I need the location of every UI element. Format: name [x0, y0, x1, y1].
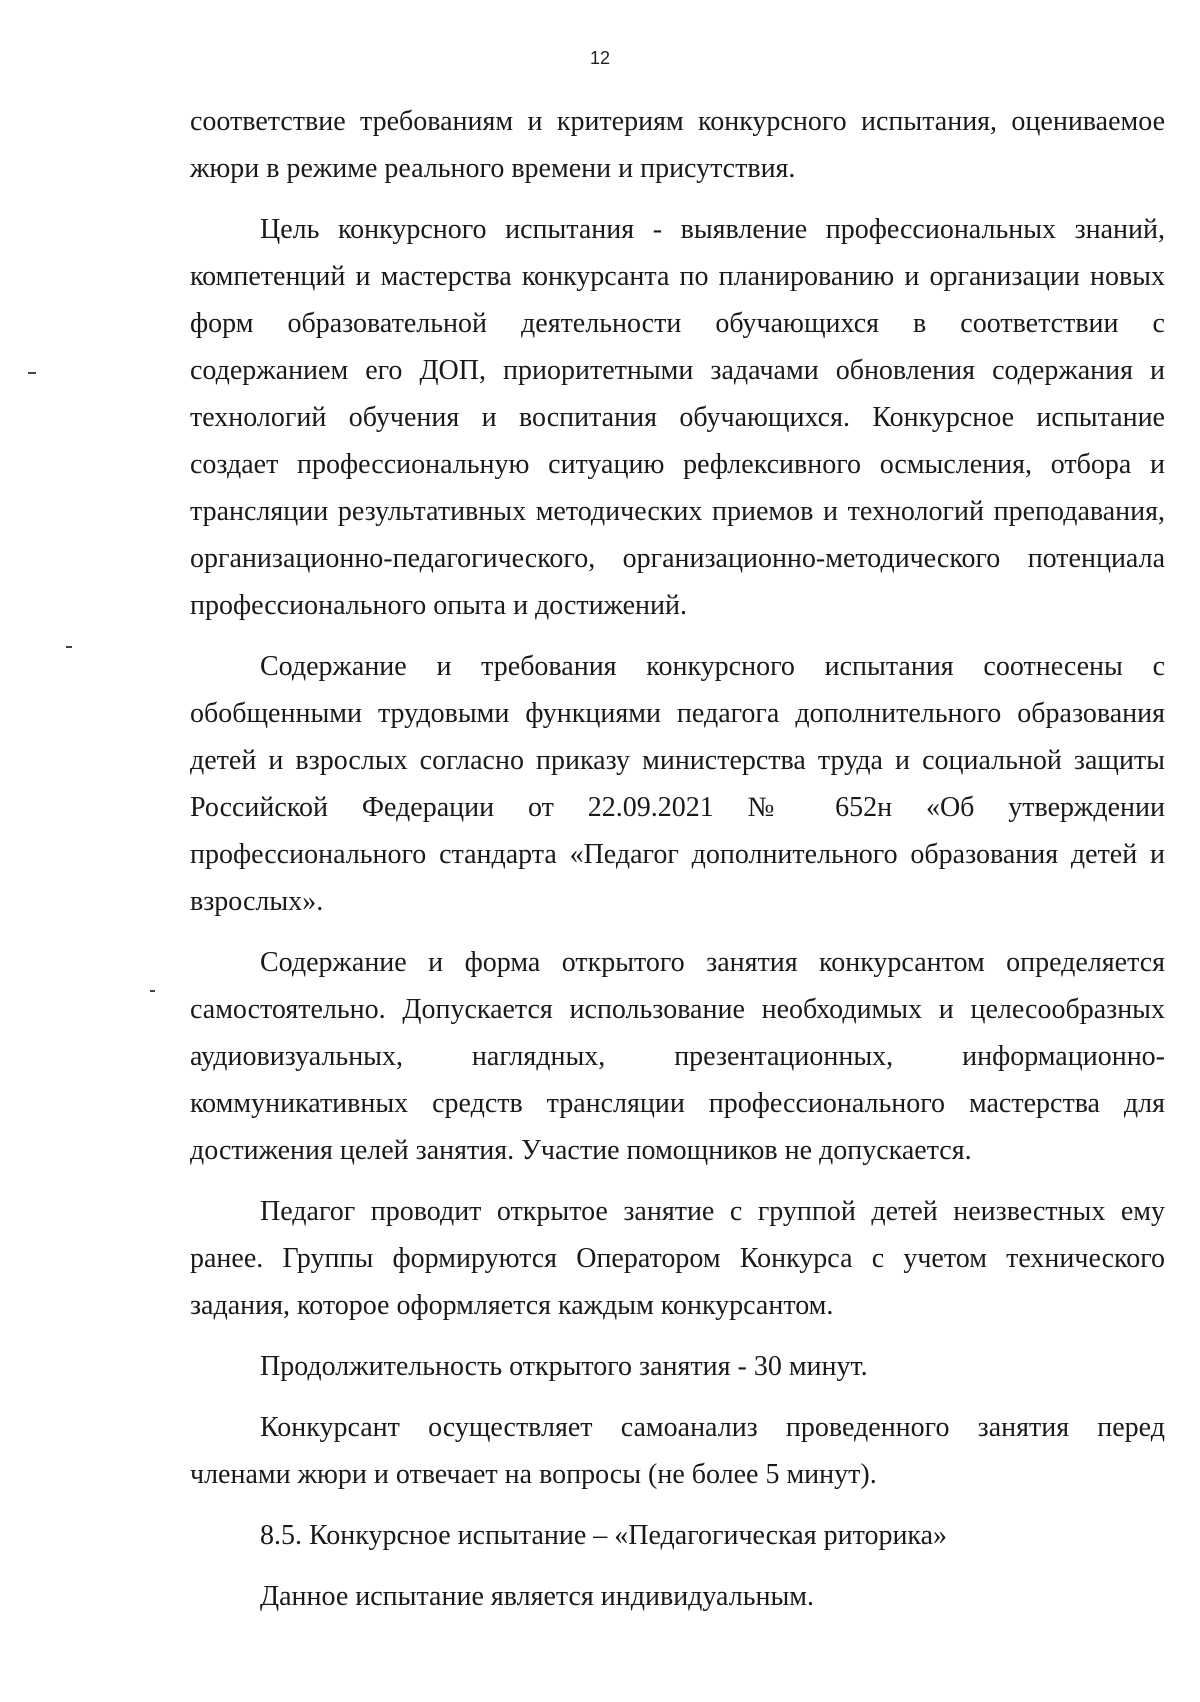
scan-mark — [28, 372, 36, 374]
paragraph-groups: Педагог проводит открытое занятие с группой детей неизвестных ему ранее. Группы формируются Оператором Конкурса с учетом технического задания, которое оформляется каждым конкурсантом. — [190, 1196, 1165, 1321]
paragraph-goal: Цель конкурсного испытания - выявление профессиональных знаний, компетенций и мастерства конкурсанта по планированию и организации новых форм образовательной деятельности обучающихся в соответствии с содержанием его ДОП, приоритетными задачами обновления содержания и технологий обучения и воспитания обучающихся. Конкурсное испытание создает профессиональную ситуацию рефлексивного осмысления, отбора и трансляции результативных методических приемов и технологий преподавания, организационно-педагогического, организационно-методического потенциала профессионального опыта и достижений. — [190, 214, 1165, 621]
section-heading: 8.5. Конкурсное испытание – «Педагогическая риторика» — [260, 1520, 948, 1551]
paragraph-lesson-form: Содержание и форма открытого занятия конкурсантом определяется самостоятельно. Допускается использование необходимых и целесообразных аудиовизуальных, наглядных, презентационных, информационно-коммуникативных средств трансляции профессионального мастерства для достижения целей занятия. Участие помощников не допускается. — [190, 947, 1165, 1166]
paragraph-continuation: соответствие требованиям и критериям конкурсного испытания, оцениваемое жюри в режиме реального времени и присутствия. — [190, 106, 1165, 184]
paragraph-requirements: Содержание и требования конкурсного испытания соотнесены с обобщенными трудовыми функциями педагога дополнительного образования детей и взрослых согласно приказу министерства труда и социальной защиты Российской Федерации от 22.09.2021 № 652н «Об утверждении профессионального стандарта «Педагог дополнительного образования детей и взрослых». — [190, 651, 1165, 917]
paragraph-duration: Продолжительность открытого занятия - 30 минут. — [260, 1351, 868, 1382]
paragraph-individual: Данное испытание является индивидуальным. — [260, 1581, 814, 1612]
scan-mark — [150, 990, 155, 992]
page-number: 12 — [589, 48, 611, 68]
scan-mark — [66, 646, 72, 648]
document-body — [190, 98, 1165, 1620]
paragraph-self-analysis: Конкурсант осуществляет самоанализ проведенного занятия перед членами жюри и отвечает на вопросы (не более 5 минут). — [190, 1412, 1165, 1490]
